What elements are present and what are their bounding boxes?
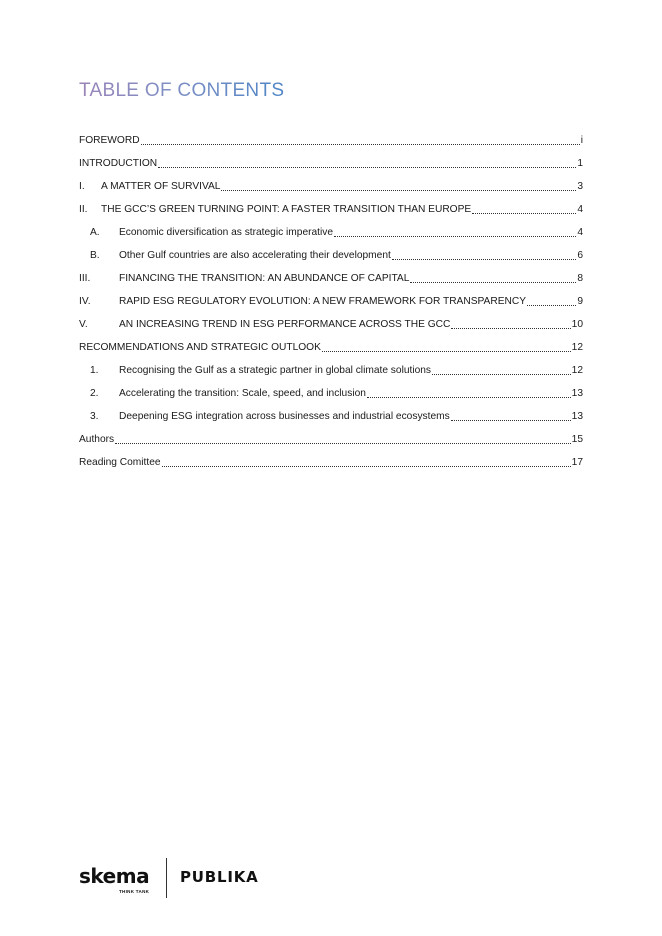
toc-entry-number: II. [79,204,88,215]
toc-entry-label: FOREWORD [79,135,140,146]
toc-entry-recommendation-3[interactable] [79,408,583,424]
toc-entry-page: 6 [577,250,583,261]
dot-leader [451,419,571,421]
dot-leader [115,442,571,444]
toc-entry-section-1[interactable] [79,178,583,194]
toc-entry-subsection-b[interactable] [79,247,583,263]
toc-entry-recommendation-1[interactable] [79,362,583,378]
dot-leader [472,212,576,214]
toc-entry-number: III. [79,273,91,284]
toc-entry-number: IV. [79,296,91,307]
toc-entry-label: FINANCING THE TRANSITION: AN ABUNDANCE OF CAPITAL [119,273,410,284]
toc-entry-label: Deepening ESG integration across businesses and industrial ecosystems [119,411,450,422]
toc-entry-label: RAPID ESG REGULATORY EVOLUTION: A NEW FRAMEWORK FOR TRANSPARENCY [119,296,527,307]
toc-entry-number: 3. [90,411,99,422]
dot-leader [221,189,576,191]
dot-leader [158,166,576,168]
publika-logo: PUBLIKA [180,868,259,886]
toc-entry-number: 1. [90,365,99,376]
toc-entry-page: 12 [571,342,583,353]
page-title: TABLE OF CONTENTS [79,80,285,101]
toc-entry-page: 4 [577,204,583,215]
toc-entry-label: THE GCC’S GREEN TURNING POINT: A FASTER TRANSITION THAN EUROPE [101,204,472,215]
toc-entry-page: 15 [571,434,583,445]
dot-leader [410,281,576,283]
dot-leader [141,143,580,145]
toc-entry-reading-committee[interactable] [79,454,583,470]
skema-logo: skema [79,864,150,888]
toc-entry-page: 4 [577,227,583,238]
toc-entry-page: 10 [571,319,583,330]
toc-entry-label: Economic diversification as strategic imperative [119,227,334,238]
toc-entry-section-5[interactable] [79,316,583,332]
toc-entry-number: V. [79,319,88,330]
toc-entry-label: A MATTER OF SURVIVAL [101,181,221,192]
toc-entry-page: 1 [577,158,583,169]
toc-entry-page: 13 [571,388,583,399]
dot-leader [451,327,570,329]
toc-entry-label: Other Gulf countries are also accelerating their development [119,250,391,261]
toc-entry-label: INTRODUCTION [79,158,158,169]
toc-entry-label: AN INCREASING TREND IN ESG PERFORMANCE ACROSS THE GCC [119,319,451,330]
toc-entry-page: 8 [577,273,583,284]
toc-entry-label: RECOMMENDATIONS AND STRATEGIC OUTLOOK [79,342,321,353]
toc-entry-section-4[interactable] [79,293,583,309]
dot-leader [162,465,571,467]
dot-leader [367,396,571,398]
toc-entry-recommendations[interactable] [79,339,583,355]
toc-entry-number: A. [90,227,100,238]
toc-entry-authors[interactable] [79,431,583,447]
dot-leader [322,350,571,352]
toc-entry-number: I. [79,181,85,192]
toc-entry-recommendation-2[interactable] [79,385,583,401]
toc-entry-page: 13 [571,411,583,422]
toc-entry-label: Authors [79,434,115,445]
toc-entry-page: 12 [571,365,583,376]
logo-divider [166,858,167,898]
toc-entry-subsection-a[interactable] [79,224,583,240]
toc-entry-section-2[interactable] [79,201,583,217]
dot-leader [392,258,577,260]
dot-leader [527,304,576,306]
toc-entry-label: Reading Comittee [79,457,161,468]
toc-entry-page: 9 [577,296,583,307]
toc-entry-page: 17 [571,457,583,468]
toc-entry-foreword[interactable] [79,132,583,148]
toc-entry-number: B. [90,250,100,261]
footer-logos [79,858,279,898]
toc-entry-label: Accelerating the transition: Scale, speed, and inclusion [119,388,366,399]
toc-entry-section-3[interactable] [79,270,583,286]
toc-entry-page: 3 [577,181,583,192]
toc-entry-introduction[interactable] [79,155,583,171]
toc-entry-label: Recognising the Gulf as a strategic partner in global climate solutions [119,365,432,376]
toc-entry-number: 2. [90,388,99,399]
dot-leader [432,373,571,375]
toc-entry-page: i [580,135,583,146]
dot-leader [334,235,576,237]
skema-logo-subtitle: THINK TANK [119,889,150,894]
